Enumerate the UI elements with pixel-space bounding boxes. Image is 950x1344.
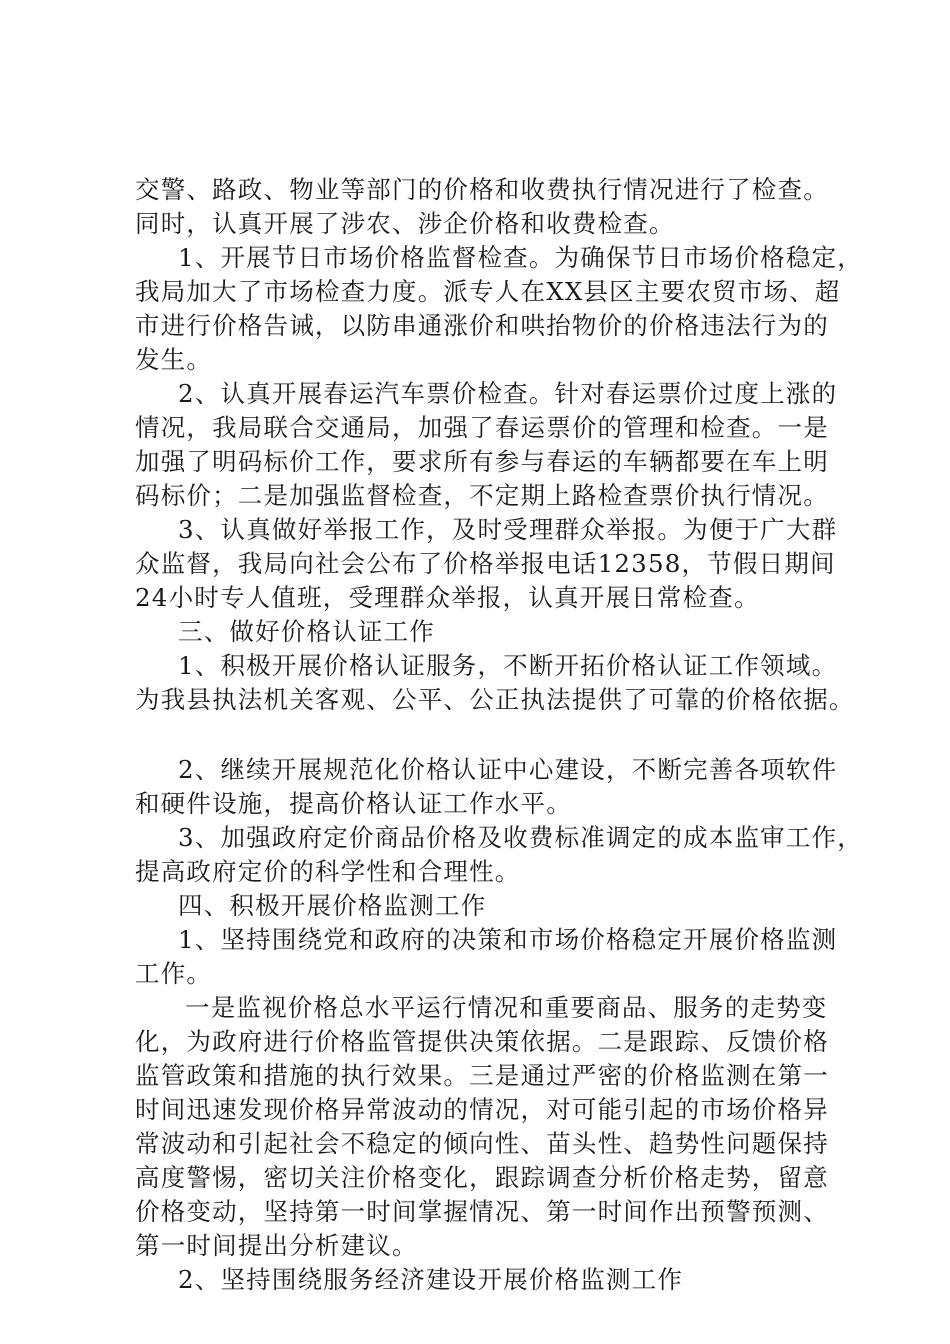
paragraph-line: 1、积极开展价格认证服务，不断开拓价格认证工作领域。 bbox=[178, 651, 838, 680]
section-heading: 三、做好价格认证工作 bbox=[178, 617, 435, 646]
paragraph-line: 发生。 bbox=[135, 345, 213, 374]
paragraph-line: 众监督，我局向社会公布了价格举报电话12358，节假日期间 bbox=[135, 549, 836, 578]
paragraph-line: 码标价；二是加强监督检查，不定期上路检查票价执行情况。 bbox=[135, 481, 829, 510]
paragraph-line: 2、坚持围绕服务经济建设开展价格监测工作 bbox=[178, 1265, 684, 1294]
paragraph-line: 常波动和引起社会不稳定的倾向性、苗头性、趋势性问题保持 bbox=[135, 1129, 829, 1158]
paragraph-line: 时间迅速发现价格异常波动的情况，对可能引起的市场价格异 bbox=[135, 1095, 829, 1124]
paragraph-line: 一是监视价格总水平运行情况和重要商品、服务的走势变 bbox=[185, 993, 828, 1022]
paragraph-line: 2、认真开展春运汽车票价检查。针对春运票价过度上涨的 bbox=[178, 379, 838, 408]
paragraph-line: 交警、路政、物业等部门的价格和收费执行情况进行了检查。 bbox=[135, 175, 829, 204]
section-heading: 四、积极开展价格监测工作 bbox=[178, 891, 487, 920]
paragraph-line: 工作。 bbox=[135, 959, 213, 988]
paragraph-line: 24小时专人值班，受理群众举报，认真开展日常检查。 bbox=[135, 583, 760, 612]
paragraph-line: 提高政府定价的科学性和合理性。 bbox=[135, 857, 521, 886]
paragraph-line: 和硬件设施，提高价格认证工作水平。 bbox=[135, 789, 572, 818]
paragraph-line: 情况，我局联合交通局，加强了春运票价的管理和检查。一是 bbox=[135, 413, 829, 442]
paragraph-line: 3、加强政府定价商品价格及收费标准调定的成本监审工作， bbox=[178, 823, 863, 852]
paragraph-line: 高度警惕，密切关注价格变化，跟踪调查分析价格走势，留意 bbox=[135, 1163, 829, 1192]
paragraph-line: 为我县执法机关客观、公平、公正执法提供了可靠的价格依据。 bbox=[135, 685, 855, 714]
paragraph-line: 3、认真做好举报工作，及时受理群众举报。为便于广大群 bbox=[178, 515, 838, 544]
paragraph-line: 监管政策和措施的执行效果。三是通过严密的价格监测在第一 bbox=[135, 1061, 829, 1090]
paragraph-line: 同时，认真开展了涉农、涉企价格和收费检查。 bbox=[135, 209, 675, 238]
paragraph-line: 化，为政府进行价格监管提供决策依据。二是跟踪、反馈价格 bbox=[135, 1027, 829, 1056]
paragraph-line: 价格变动，坚持第一时间掌握情况、第一时间作出预警预测、 bbox=[135, 1197, 829, 1226]
paragraph-line: 2、继续开展规范化价格认证中心建设，不断完善各项软件 bbox=[178, 755, 838, 784]
paragraph-line: 第一时间提出分析建议。 bbox=[135, 1231, 418, 1260]
paragraph-line: 1、坚持围绕党和政府的决策和市场价格稳定开展价格监测 bbox=[178, 925, 838, 954]
paragraph-line: 市进行价格告诫，以防串通涨价和哄抬物价的价格违法行为的 bbox=[135, 311, 829, 340]
paragraph-line: 我局加大了市场检查力度。派专人在XX县区主要农贸市场、超 bbox=[135, 277, 841, 306]
paragraph-line: 加强了明码标价工作，要求所有参与春运的车辆都要在车上明 bbox=[135, 447, 829, 476]
paragraph-line: 1、开展节日市场价格监督检查。为确保节日市场价格稳定， bbox=[178, 243, 863, 272]
